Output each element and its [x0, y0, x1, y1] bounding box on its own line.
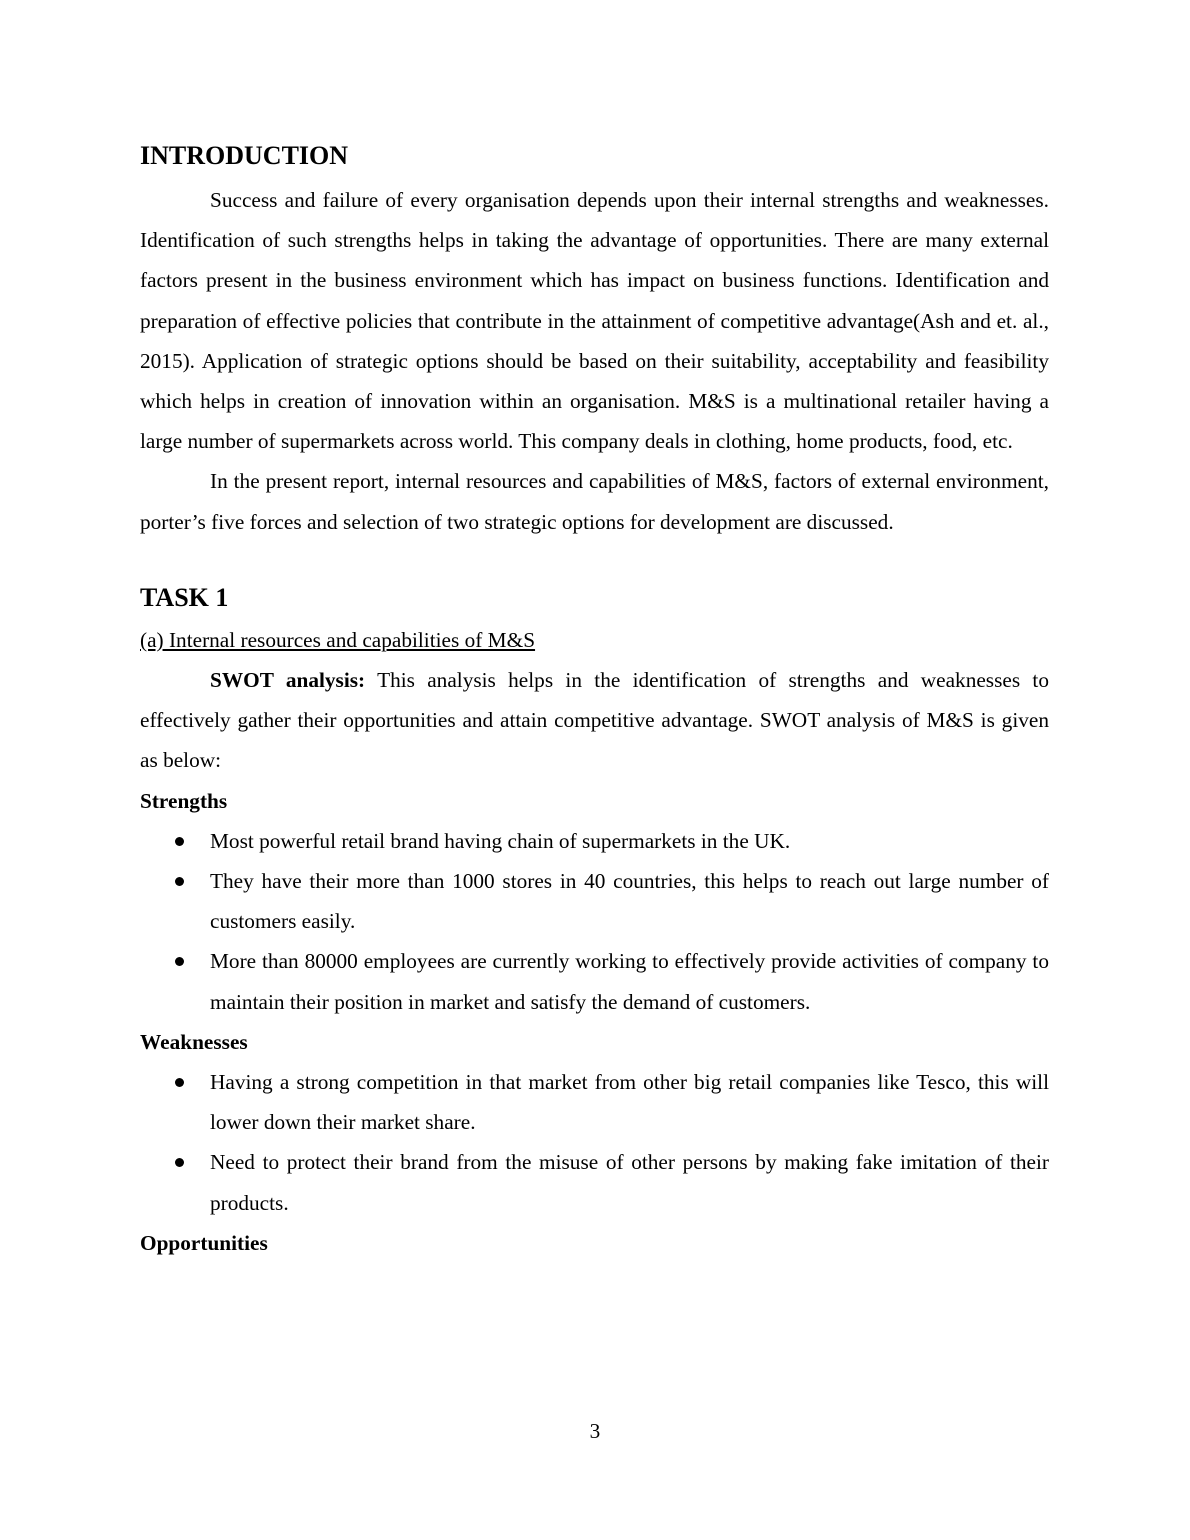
strengths-label: Strengths	[140, 788, 228, 813]
list-item	[140, 1062, 1049, 1142]
strength-text: More than 80000 employees are currently working to effectively provide activities of company to maintain their position in market and satisfy the demand of customers.	[210, 949, 1049, 1014]
bullet-icon	[175, 837, 184, 846]
list-item	[140, 821, 1049, 861]
weakness-text: Need to protect their brand from the misuse of other persons by making fake imitation of their products.	[210, 1150, 1049, 1215]
bullet-icon	[175, 1078, 184, 1087]
weaknesses-label: Weaknesses	[140, 1029, 248, 1054]
bullet-icon	[175, 1158, 184, 1167]
introduction-paragraph-2: In the present report, internal resources and capabilities of M&S, factors of external environment, porter’s five forces and selection of two strategic options for development are discussed.	[140, 469, 1049, 534]
list-item	[140, 861, 1049, 941]
weaknesses-list	[140, 1062, 1049, 1223]
bullet-icon	[175, 877, 184, 886]
strengths-list	[140, 821, 1049, 1022]
introduction-paragraph-1: Success and failure of every organisation depends upon their internal strengths and weaknesses. Identification of such strengths helps in taking the advantage of opportunities. There are many external factors present in the business environment which has impact on business functions. Identification and preparation of effective policies that contribute in the attainment of competitive advantage(Ash and et. al., 2015). Application of strategic options should be based on their suitability, acceptability and feasibility which helps in creation of innovation within an organisation. M&S is a multinational retailer having a large number of supermarkets across world. This company deals in clothing, home products, food, etc.	[140, 188, 1049, 454]
task-1-subheading: (a) Internal resources and capabilities of M&S	[140, 627, 536, 652]
strength-text: They have their more than 1000 stores in 40 countries, this helps to reach out large number of customers easily.	[210, 869, 1049, 934]
introduction-heading: INTRODUCTION	[140, 141, 349, 170]
opportunities-label: Opportunities	[140, 1230, 268, 1255]
strength-text: Most powerful retail brand having chain of supermarkets in the UK.	[210, 828, 791, 853]
bullet-icon	[175, 957, 184, 966]
swot-label: SWOT analysis:	[210, 668, 366, 693]
page-content	[140, 138, 1049, 1263]
swot-text: This analysis helps in the identification of strengths and weaknesses to effectively gather their opportunities and attain competitive advantage. SWOT analysis of M&S is given as below:	[140, 668, 1049, 773]
swot-paragraph	[140, 660, 1049, 781]
task-1-heading: TASK 1	[140, 582, 229, 612]
list-item	[140, 1142, 1049, 1222]
weakness-text: Having a strong competition in that market from other big retail companies like Tesco, this will lower down their market share.	[210, 1070, 1049, 1135]
list-item	[140, 941, 1049, 1021]
page-number: 3	[589, 1419, 601, 1443]
